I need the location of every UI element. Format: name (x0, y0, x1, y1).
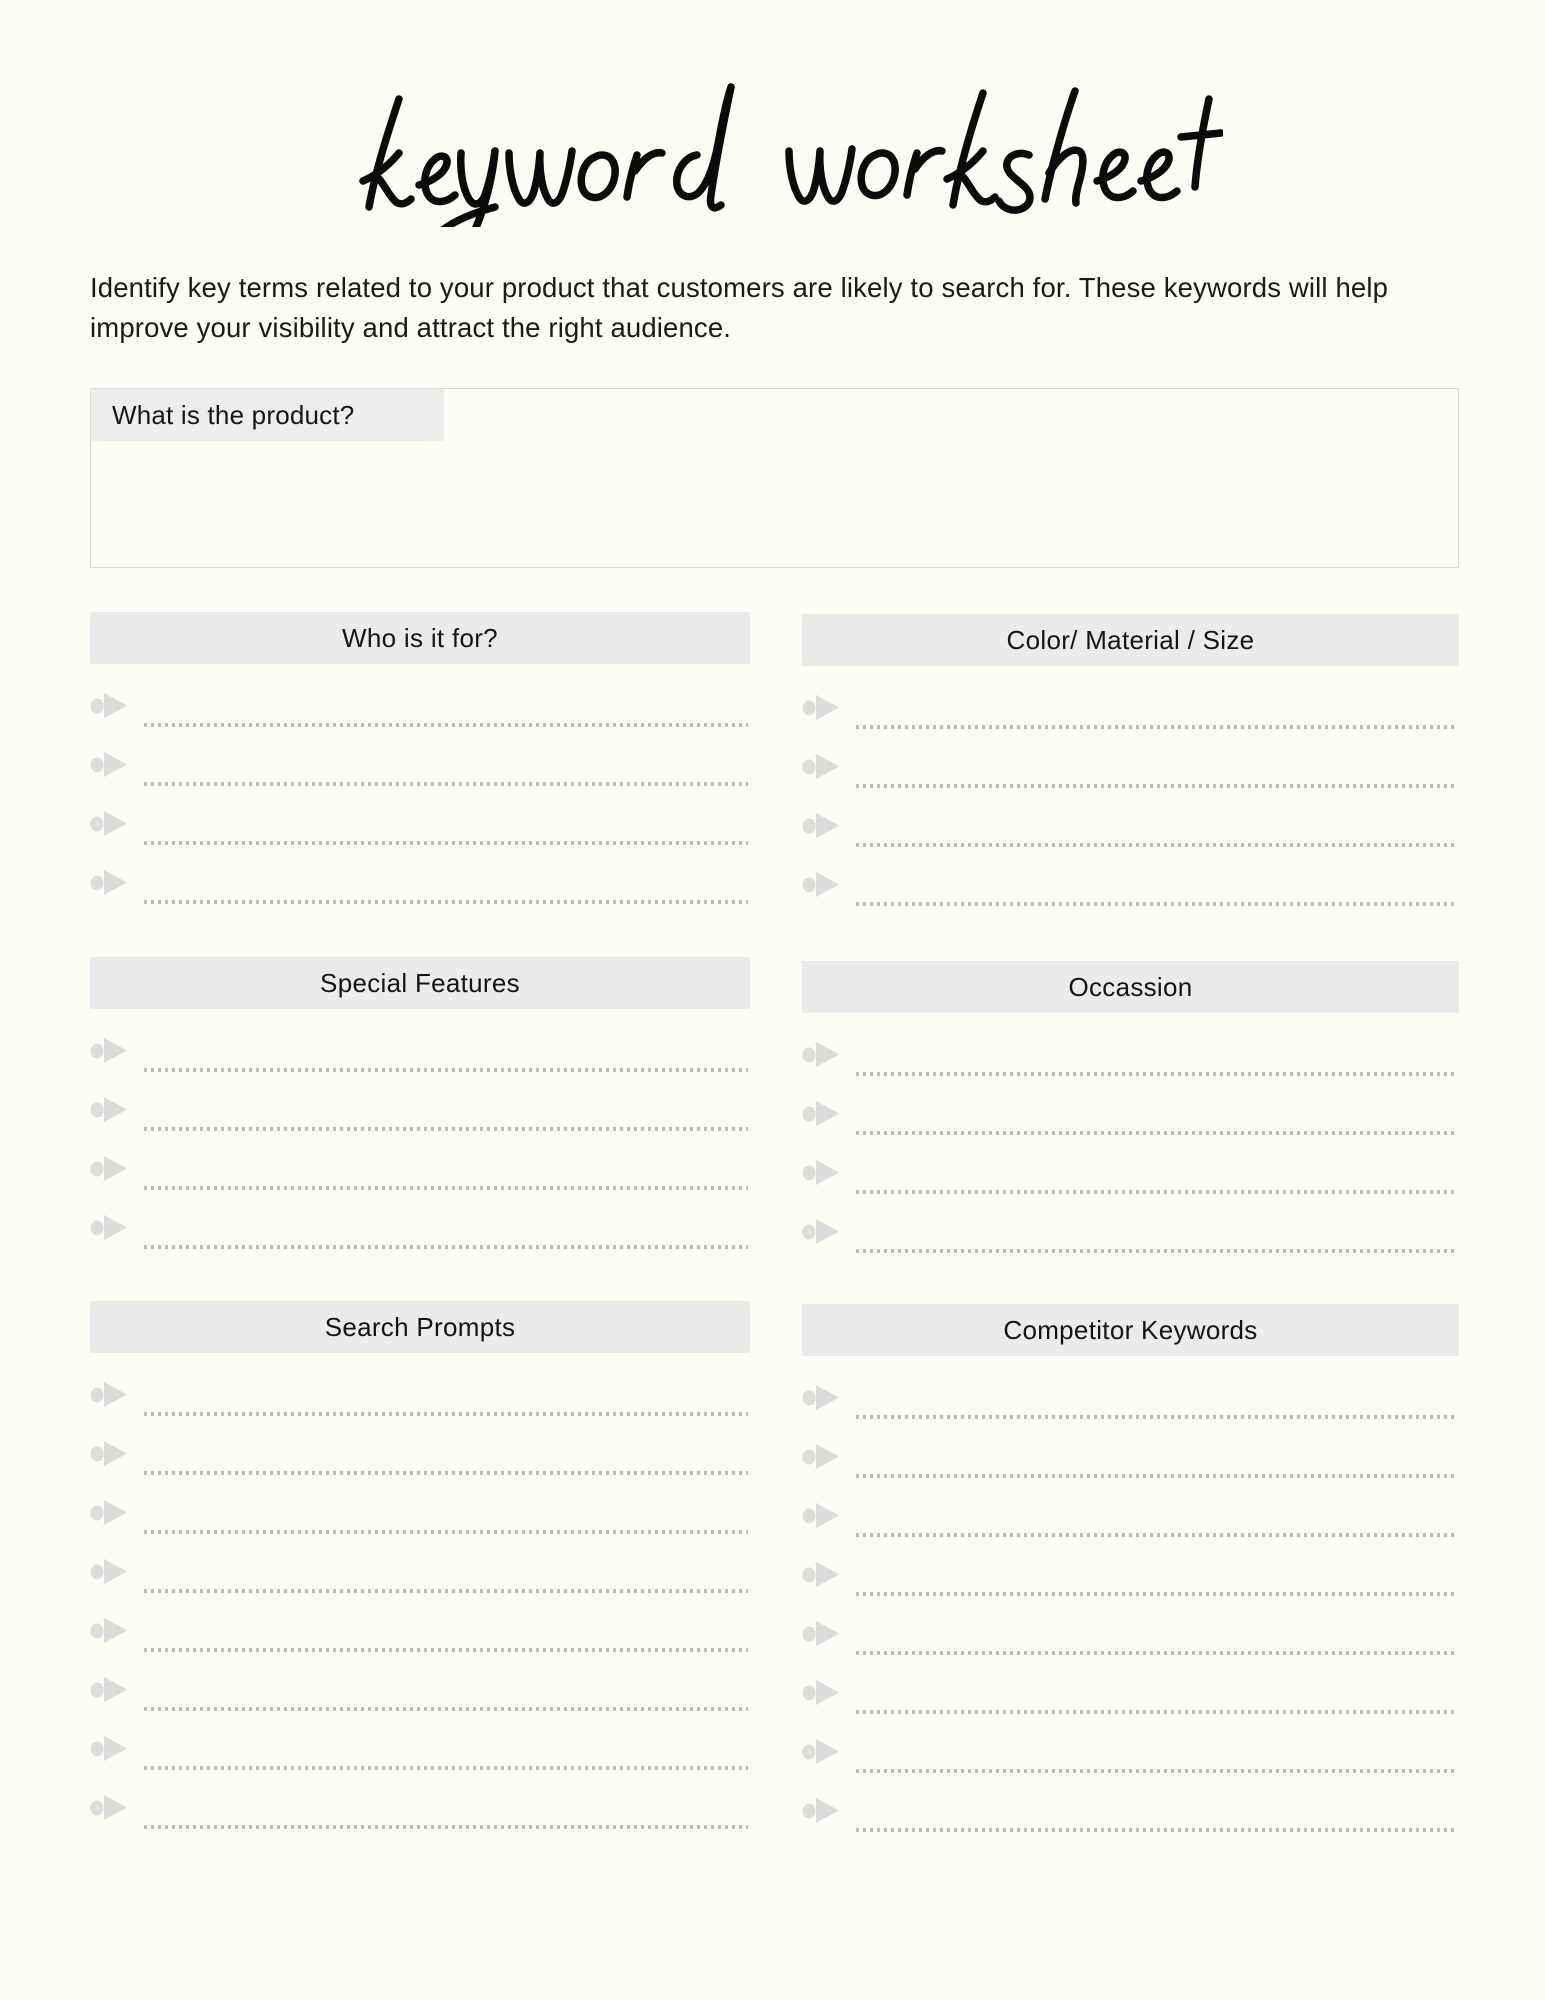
entry-row[interactable] (90, 1143, 750, 1202)
dotted-write-line[interactable] (144, 1186, 748, 1190)
section-header-occassion (802, 961, 1459, 1013)
entry-row[interactable] (90, 739, 750, 798)
dotted-write-line[interactable] (856, 1828, 1457, 1832)
dotted-write-line[interactable] (144, 1068, 748, 1072)
entry-row[interactable] (90, 1487, 750, 1546)
page-title-script-lettering (323, 77, 1223, 227)
circle-triangle-bullet-icon (90, 1674, 130, 1704)
entry-row[interactable] (90, 1664, 750, 1723)
circle-triangle-bullet-icon (802, 1157, 842, 1187)
entry-row[interactable] (802, 1726, 1459, 1785)
section-special-features (90, 957, 750, 1261)
circle-triangle-bullet-icon (90, 1497, 130, 1527)
section-who-is-it-for (90, 612, 750, 916)
intro-paragraph: Identify key terms related to your product that customers are likely to search for. These keywords will help improve your visibility and attract the right audience. (90, 272, 1389, 344)
section-competitor-keywords (802, 1304, 1459, 1844)
circle-triangle-bullet-icon (802, 1677, 842, 1707)
dotted-write-line[interactable] (856, 784, 1457, 788)
entry-row[interactable] (90, 1084, 750, 1143)
section-header-search-prompts (90, 1301, 750, 1353)
section-title-competitor-keywords: Competitor Keywords (1003, 1314, 1258, 1345)
dotted-write-line[interactable] (144, 1648, 748, 1652)
dotted-write-line[interactable] (144, 1471, 748, 1475)
dotted-write-line[interactable] (144, 1825, 748, 1829)
circle-triangle-bullet-icon (90, 1615, 130, 1645)
circle-triangle-bullet-icon (90, 1556, 130, 1586)
dotted-write-line[interactable] (856, 902, 1457, 906)
dotted-write-line[interactable] (856, 1592, 1457, 1596)
entry-row[interactable] (90, 1546, 750, 1605)
section-header-competitor-keywords (802, 1304, 1459, 1356)
dotted-write-line[interactable] (856, 1769, 1457, 1773)
circle-triangle-bullet-icon (90, 1379, 130, 1409)
circle-triangle-bullet-icon (802, 692, 842, 722)
entry-list-who-is-it-for (90, 680, 750, 916)
section-header-who-is-it-for (90, 612, 750, 664)
circle-triangle-bullet-icon (90, 808, 130, 838)
entry-row[interactable] (802, 800, 1459, 859)
entry-row[interactable] (802, 741, 1459, 800)
circle-triangle-bullet-icon (802, 1559, 842, 1589)
entry-row[interactable] (802, 1608, 1459, 1667)
entry-list-occassion (802, 1029, 1459, 1265)
dotted-write-line[interactable] (144, 1245, 748, 1249)
entry-row[interactable] (802, 859, 1459, 918)
dotted-write-line[interactable] (144, 841, 748, 845)
circle-triangle-bullet-icon (90, 1035, 130, 1065)
section-occassion (802, 961, 1459, 1265)
dotted-write-line[interactable] (856, 725, 1457, 729)
entry-row[interactable] (90, 1605, 750, 1664)
circle-triangle-bullet-icon (90, 1438, 130, 1468)
product-question-label (91, 389, 444, 441)
section-header-special-features (90, 957, 750, 1009)
entry-row[interactable] (90, 798, 750, 857)
entry-row[interactable] (90, 1369, 750, 1428)
circle-triangle-bullet-icon (90, 690, 130, 720)
dotted-write-line[interactable] (856, 1249, 1457, 1253)
circle-triangle-bullet-icon (90, 1153, 130, 1183)
dotted-write-line[interactable] (144, 1127, 748, 1131)
section-header-color-material-size (802, 614, 1459, 666)
circle-triangle-bullet-icon (802, 810, 842, 840)
circle-triangle-bullet-icon (90, 1212, 130, 1242)
circle-triangle-bullet-icon (802, 1618, 842, 1648)
dotted-write-line[interactable] (144, 1766, 748, 1770)
section-search-prompts (90, 1301, 750, 1841)
entry-row[interactable] (90, 1723, 750, 1782)
circle-triangle-bullet-icon (90, 749, 130, 779)
circle-triangle-bullet-icon (802, 1441, 842, 1471)
dotted-write-line[interactable] (144, 1530, 748, 1534)
entry-row[interactable] (802, 1088, 1459, 1147)
circle-triangle-bullet-icon (90, 867, 130, 897)
entry-row[interactable] (802, 1667, 1459, 1726)
circle-triangle-bullet-icon (802, 1736, 842, 1766)
circle-triangle-bullet-icon (802, 751, 842, 781)
dotted-write-line[interactable] (144, 1412, 748, 1416)
entry-row[interactable] (802, 1206, 1459, 1265)
entry-row[interactable] (90, 857, 750, 916)
dotted-write-line[interactable] (856, 1131, 1457, 1135)
dotted-write-line[interactable] (856, 1533, 1457, 1537)
dotted-write-line[interactable] (856, 1415, 1457, 1419)
circle-triangle-bullet-icon (802, 1500, 842, 1530)
dotted-write-line[interactable] (144, 782, 748, 786)
dotted-write-line[interactable] (144, 723, 748, 727)
entry-list-search-prompts (90, 1369, 750, 1841)
entry-row[interactable] (90, 1428, 750, 1487)
dotted-write-line[interactable] (144, 1707, 748, 1711)
entry-row[interactable] (802, 682, 1459, 741)
dotted-write-line[interactable] (856, 1651, 1457, 1655)
section-title-who-is-it-for: Who is it for? (342, 622, 498, 653)
entry-row[interactable] (802, 1549, 1459, 1608)
dotted-write-line[interactable] (856, 1190, 1457, 1194)
dotted-write-line[interactable] (856, 1072, 1457, 1076)
entry-row[interactable] (90, 1202, 750, 1261)
circle-triangle-bullet-icon (802, 1039, 842, 1069)
circle-triangle-bullet-icon (802, 869, 842, 899)
entry-row[interactable] (802, 1490, 1459, 1549)
circle-triangle-bullet-icon (90, 1792, 130, 1822)
section-title-occassion: Occassion (1068, 971, 1193, 1002)
section-title-search-prompts: Search Prompts (324, 1311, 516, 1342)
circle-triangle-bullet-icon (90, 1094, 130, 1124)
dotted-write-line[interactable] (856, 1474, 1457, 1478)
entry-row[interactable] (802, 1785, 1459, 1844)
page-title (0, 72, 1545, 232)
entry-row[interactable] (90, 1782, 750, 1841)
dotted-write-line[interactable] (144, 1589, 748, 1593)
entry-row[interactable] (90, 1025, 750, 1084)
circle-triangle-bullet-icon (802, 1795, 842, 1825)
dotted-write-line[interactable] (856, 843, 1457, 847)
circle-triangle-bullet-icon (802, 1098, 842, 1128)
entry-row[interactable] (802, 1372, 1459, 1431)
circle-triangle-bullet-icon (90, 1733, 130, 1763)
entry-row[interactable] (802, 1029, 1459, 1088)
section-title-color-material-size: Color/ Material / Size (1006, 624, 1255, 655)
dotted-write-line[interactable] (144, 900, 748, 904)
dotted-write-line[interactable] (856, 1710, 1457, 1714)
section-color-material-size (802, 614, 1459, 918)
entry-list-special-features (90, 1025, 750, 1261)
entry-list-competitor-keywords (802, 1372, 1459, 1844)
entry-row[interactable] (802, 1431, 1459, 1490)
product-question-label-text: What is the product? (112, 399, 355, 430)
entry-list-color-material-size (802, 682, 1459, 918)
product-answer-box[interactable] (90, 388, 1459, 568)
section-title-special-features: Special Features (320, 967, 520, 998)
entry-row[interactable] (802, 1147, 1459, 1206)
entry-row[interactable] (90, 680, 750, 739)
circle-triangle-bullet-icon (802, 1382, 842, 1412)
circle-triangle-bullet-icon (802, 1216, 842, 1246)
